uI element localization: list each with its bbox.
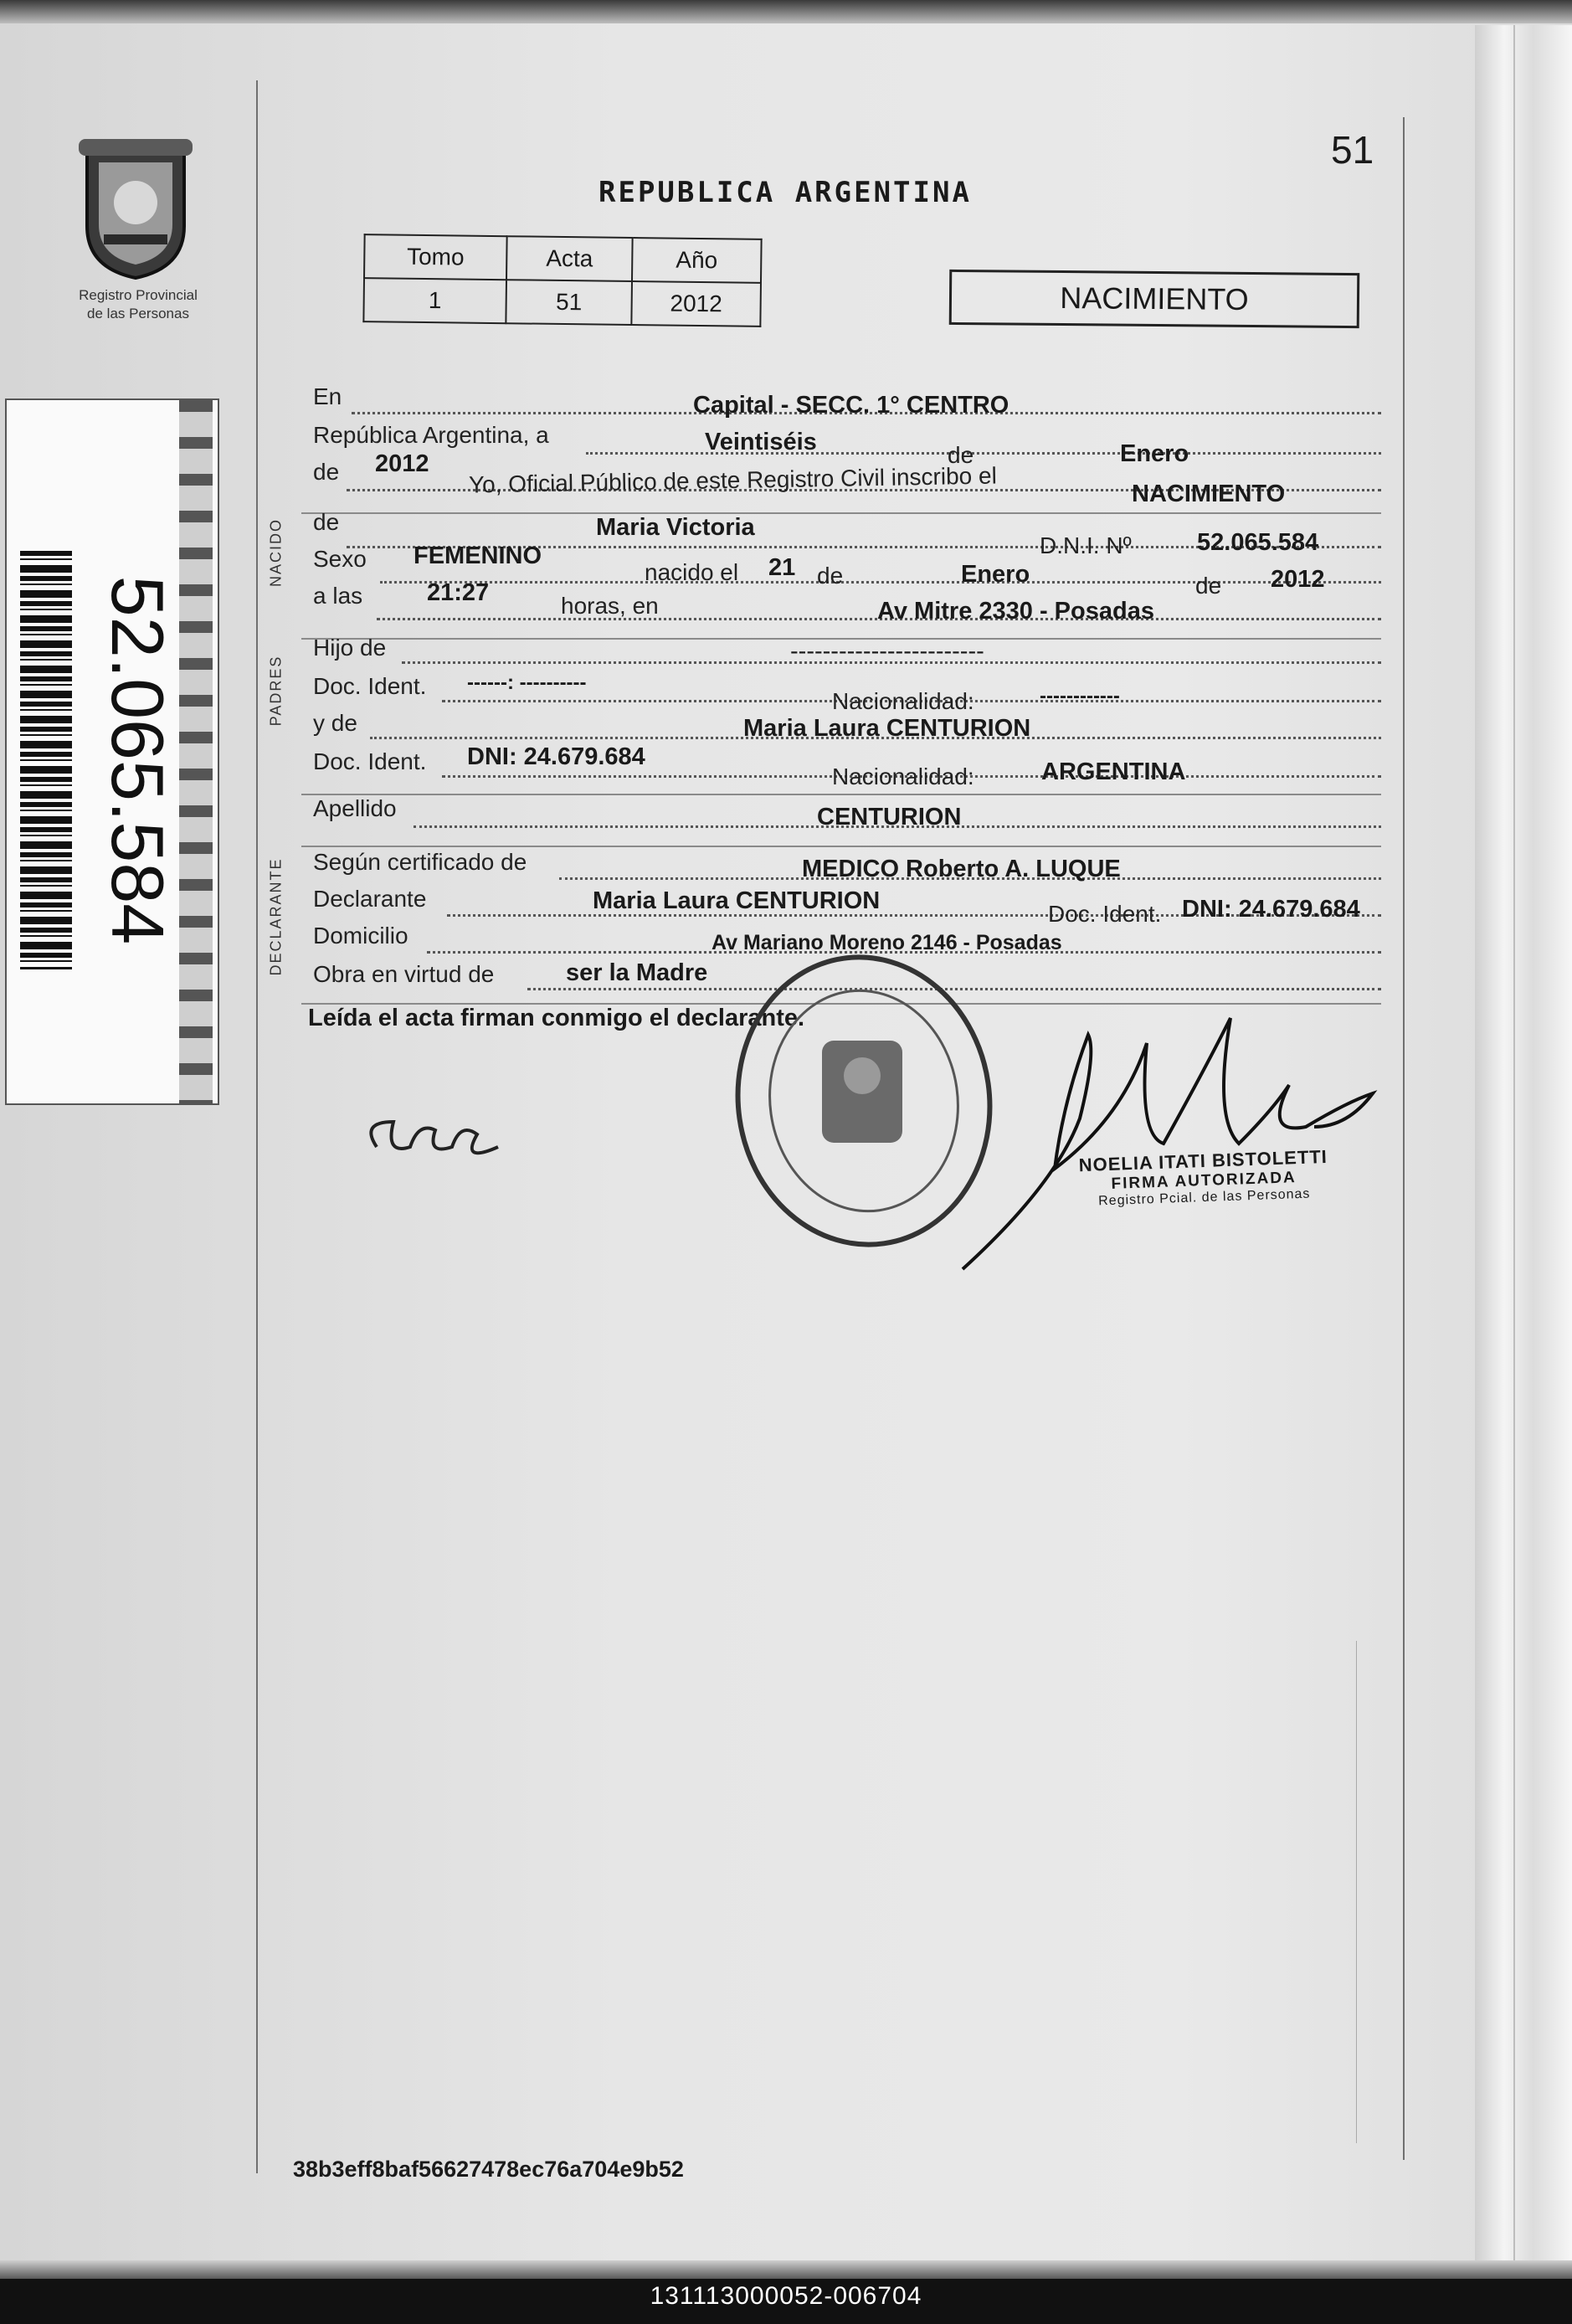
officer-office: Registro Pcial. de las Personas xyxy=(1097,1186,1311,1209)
registry-header-acta: Acta xyxy=(506,236,633,281)
a-las-label: a las xyxy=(313,583,363,609)
inscribo-value: NACIMIENTO xyxy=(1132,481,1286,507)
padre-nacionalidad-value: ------------ xyxy=(1040,685,1120,707)
hora-value: 21:27 xyxy=(427,579,490,606)
nombre-value: Maria Victoria xyxy=(596,514,755,541)
registry-value-anio: 2012 xyxy=(631,281,761,326)
book-edge xyxy=(1475,25,1572,2277)
obra-value: ser la Madre xyxy=(566,959,708,986)
certificado-label: Según certificado de xyxy=(313,849,527,875)
domicilio-label: Domicilio xyxy=(313,923,408,949)
y-de-label: y de xyxy=(313,710,357,736)
officer-role: FIRMA AUTORIZADA xyxy=(1111,1169,1297,1193)
section-padres-label: PADRES xyxy=(267,655,285,727)
birth-day: 21 xyxy=(768,554,796,581)
registry-value-tomo: 1 xyxy=(363,278,506,323)
top-shadow xyxy=(0,0,1572,23)
section-declarante-label: DECLARANTE xyxy=(267,857,285,976)
section-nacido-label: NACIDO xyxy=(267,517,285,588)
month-value: Enero xyxy=(1120,440,1189,467)
nacionalidad2-label: Nacionalidad: xyxy=(832,764,974,789)
de4-label: de xyxy=(1195,573,1222,599)
closing-statement: Leída el acta firman conmigo el declarante. xyxy=(308,1005,805,1031)
de3-label: de xyxy=(817,563,844,589)
separator-3 xyxy=(301,794,1381,795)
id-number-vertical xyxy=(96,501,179,1020)
doc-ident2-label: Doc. Ident. xyxy=(313,748,427,774)
coat-of-arms-logo xyxy=(70,134,201,281)
officer-signature xyxy=(954,1001,1406,1278)
registry-header-anio: Año xyxy=(632,238,762,283)
domicilio-value: Av Mariano Moreno 2146 - Posadas xyxy=(712,931,1062,954)
obra-label: Obra en virtud de xyxy=(313,961,495,987)
left-margin-line xyxy=(256,80,258,2173)
id-number-text: 52.065.584 xyxy=(96,575,179,945)
birth-year: 2012 xyxy=(1271,566,1325,593)
dni-label: D.N.I. Nº xyxy=(1040,532,1132,558)
declarante-label: Declarante xyxy=(313,886,427,912)
separator-4 xyxy=(301,846,1381,847)
en-label: En xyxy=(313,383,342,409)
doc-ident3-label: Doc. Ident. xyxy=(1048,901,1162,927)
registry-header-tomo: Tomo xyxy=(364,234,507,280)
lugar-value: Av Mitre 2330 - Posadas xyxy=(877,598,1154,625)
day-words: Veintiséis xyxy=(705,429,817,455)
oficial-text: Yo, Oficial Público de este Registro Civil inscribo el xyxy=(468,462,998,498)
de-label: de xyxy=(948,442,974,468)
right-margin-line-2 xyxy=(1356,1641,1357,2143)
sexo-value: FEMENINO xyxy=(414,542,542,569)
de2-label: de xyxy=(313,459,340,485)
de-nombre-label: de xyxy=(313,509,340,535)
logo-caption-line-2: de las Personas xyxy=(87,306,189,321)
sexo-line xyxy=(380,581,1381,584)
year-value: 2012 xyxy=(375,450,429,477)
document-hash: 38b3eff8baf56627478ec76a704e9b52 xyxy=(293,2157,684,2182)
barcode xyxy=(20,551,72,969)
section-declarante xyxy=(259,837,293,996)
section-padres xyxy=(259,636,293,745)
document-code: 131113000052-006704 xyxy=(650,2282,922,2310)
officer-name: NOELIA ITATI BISTOLETTI xyxy=(1078,1145,1328,1176)
padre-doc-value: ------: ---------- xyxy=(467,671,587,694)
bottom-shadow xyxy=(0,2260,1572,2279)
declarante-doc-value: DNI: 24.679.684 xyxy=(1182,896,1360,923)
officer-block xyxy=(1035,1144,1372,1211)
hijo-de-label: Hijo de xyxy=(313,635,387,661)
registry-value-acta: 51 xyxy=(506,280,632,325)
logo-caption-line-1: Registro Provincial xyxy=(79,287,198,303)
madre-nacionalidad-value: ARGENTINA xyxy=(1041,758,1186,785)
nacido-el-label: nacido el xyxy=(645,559,739,585)
horas-en-label: horas, en xyxy=(561,593,659,619)
madre-value: Maria Laura CENTURION xyxy=(743,715,1031,742)
logo-caption xyxy=(42,286,234,323)
section-nacido xyxy=(259,469,293,636)
separator-1 xyxy=(301,512,1381,514)
birth-month: Enero xyxy=(961,561,1030,588)
tab-stripe xyxy=(179,400,213,1103)
declarante-value: Maria Laura CENTURION xyxy=(593,887,881,914)
certificado-value: MEDICO Roberto A. LUQUE xyxy=(802,856,1121,882)
doc-ident-label: Doc. Ident. xyxy=(313,673,427,699)
declarant-signature xyxy=(352,1088,519,1180)
nacionalidad-label: Nacionalidad: xyxy=(832,688,974,714)
en-value: Capital - SECC. 1° CENTRO xyxy=(693,392,1009,419)
republica-label: República Argentina, a xyxy=(313,422,549,448)
madre-doc-value: DNI: 24.679.684 xyxy=(467,743,645,770)
document-title: REPUBLICA ARGENTINA xyxy=(598,176,972,209)
dni-value: 52.065.584 xyxy=(1197,529,1319,556)
registry-table xyxy=(362,234,762,327)
apellido-value: CENTURION xyxy=(817,804,962,830)
page-number: 51 xyxy=(1331,128,1374,172)
id-side-tab xyxy=(5,398,219,1105)
record-type-box: NACIMIENTO xyxy=(949,270,1360,328)
sexo-label: Sexo xyxy=(313,546,367,572)
padre-value: ------------------------ xyxy=(790,638,984,665)
apellido-label: Apellido xyxy=(313,795,397,821)
